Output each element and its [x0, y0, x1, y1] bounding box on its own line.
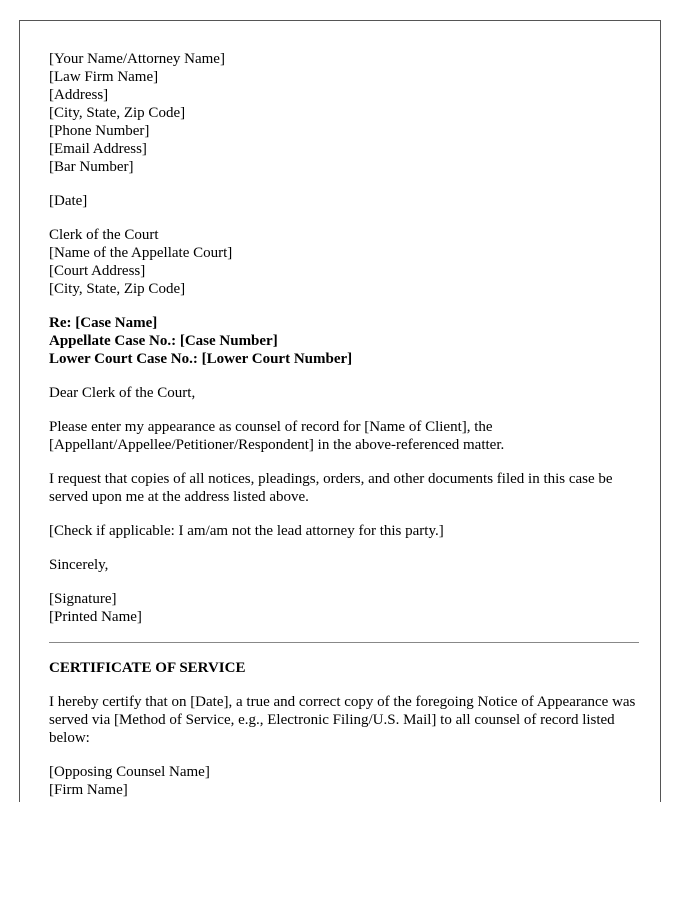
service-list: [49, 763, 639, 799]
sender-firm: [Law Firm Name]: [49, 69, 159, 85]
reference-case-name: Re: [Case Name]: [49, 315, 158, 331]
section-divider: [49, 642, 639, 643]
recipient-court-name: [Name of the Appellate Court]: [49, 245, 233, 261]
signature-block: [49, 590, 639, 626]
opposing-counsel-name: [Opposing Counsel Name]: [49, 764, 210, 780]
recipient-title: Clerk of the Court: [49, 227, 159, 243]
sender-bar-number: [Bar Number]: [49, 159, 134, 175]
document-page: [19, 20, 661, 802]
sender-phone: [Phone Number]: [49, 123, 150, 139]
valediction: Sincerely,: [49, 557, 109, 573]
recipient-court-address: [Court Address]: [49, 263, 146, 279]
sender-block: [49, 50, 639, 176]
letter-content: [49, 50, 639, 802]
sender-address: [Address]: [49, 87, 109, 103]
sender-name: [Your Name/Attorney Name]: [49, 51, 225, 67]
date-block: [49, 192, 639, 210]
reference-lower-case: Lower Court Case No.: [Lower Court Number]: [49, 351, 353, 367]
printed-name: [Printed Name]: [49, 609, 142, 625]
recipient-city-state-zip: [City, State, Zip Code]: [49, 281, 186, 297]
body-paragraph-appearance: Please enter my appearance as counsel of record for [Name of Client], the [Appellant/Appellee/Petitioner/Respondent] in the above-referenced matter.: [49, 419, 505, 453]
reference-block: [49, 314, 639, 368]
certificate-heading: CERTIFICATE OF SERVICE: [49, 660, 246, 676]
sender-city-state-zip: [City, State, Zip Code]: [49, 105, 186, 121]
body-paragraph-service-request: I request that copies of all notices, pleadings, orders, and other documents filed in this case be served upon me at the address listed above.: [49, 471, 613, 505]
reference-appellate-case: Appellate Case No.: [Case Number]: [49, 333, 278, 349]
letter-date: [Date]: [49, 193, 88, 209]
sender-email: [Email Address]: [49, 141, 147, 157]
recipient-block: [49, 226, 639, 298]
body-paragraph-lead-attorney: [Check if applicable: I am/am not the lead attorney for this party.]: [49, 523, 444, 539]
opposing-firm-name: [Firm Name]: [49, 782, 128, 798]
certificate-text: I hereby certify that on [Date], a true and correct copy of the foregoing Notice of Appearance was served via [Method of Service, e.g., Electronic Filing/U.S. Mail] to all counsel of record listed below:: [49, 694, 636, 746]
signature: [Signature]: [49, 591, 117, 607]
salutation: Dear Clerk of the Court,: [49, 385, 196, 401]
